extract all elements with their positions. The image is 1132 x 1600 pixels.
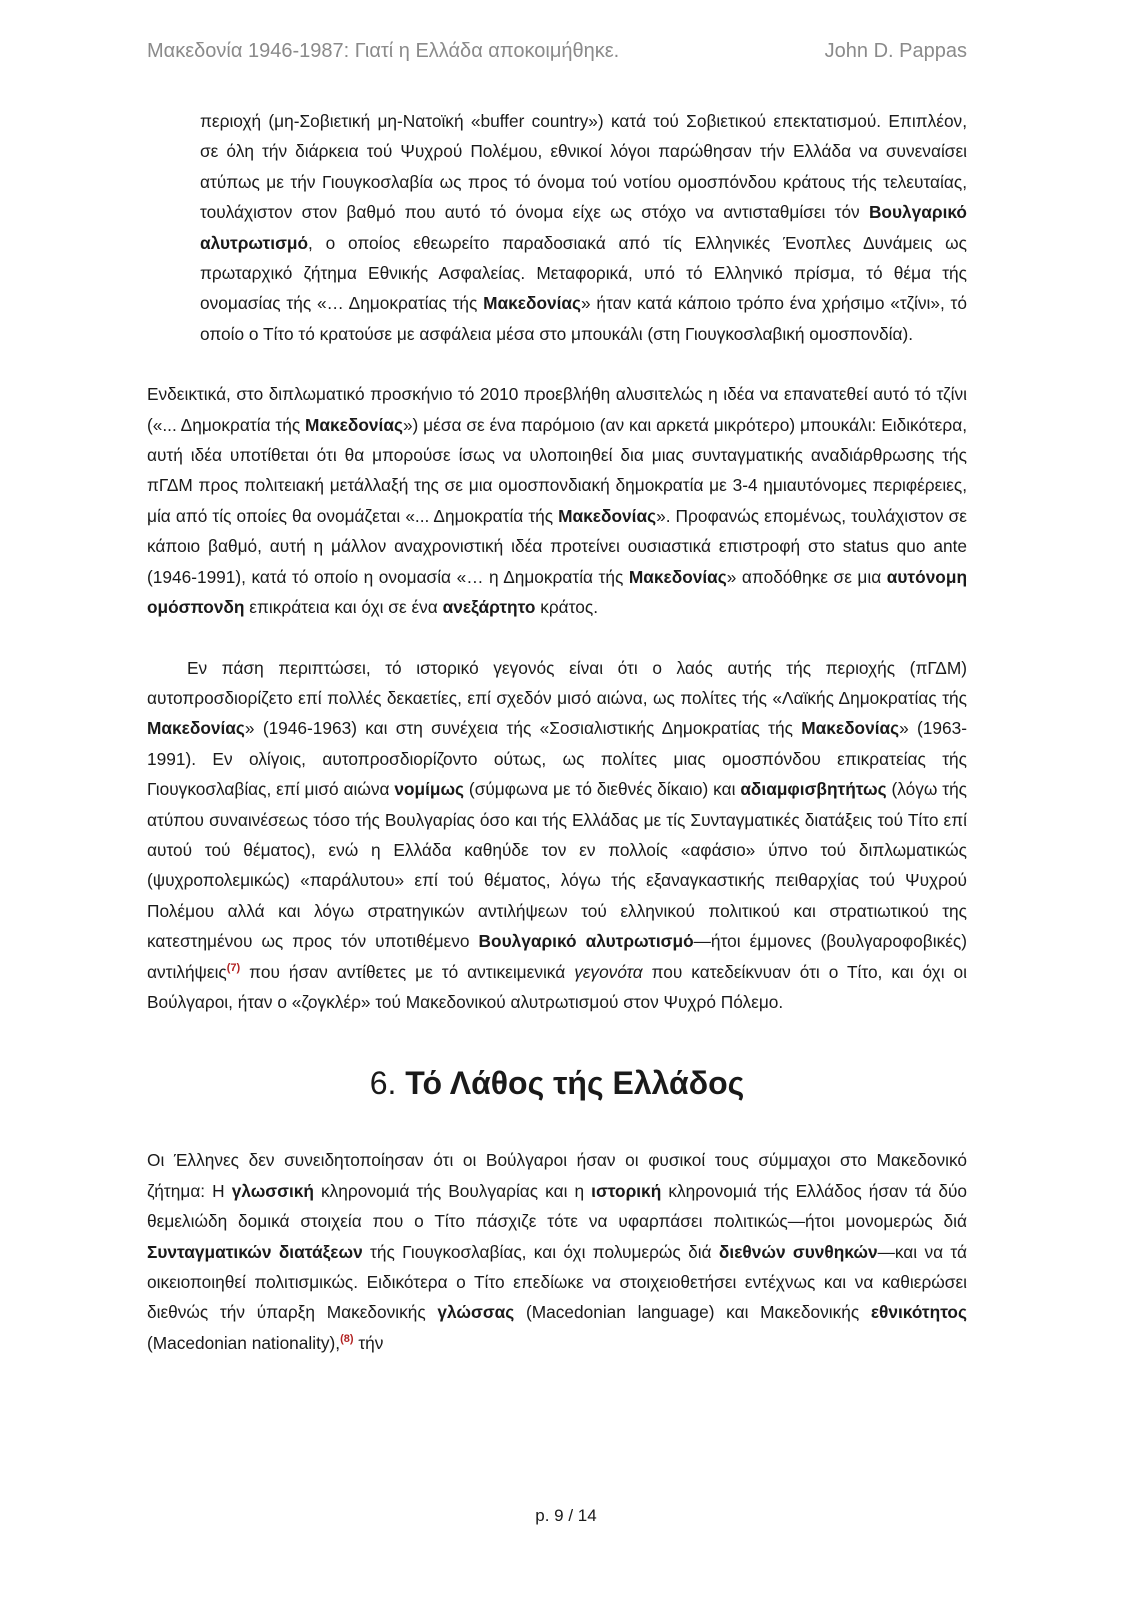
text-span: » αποδόθηκε σε μια — [726, 566, 887, 587]
text-span: » ήταν κατά κάποιο τρόπο ένα χρήσιμο «τζίνι», τό οποίο ο Τίτο τό κρατούσε με ασφάλεια μέσα στο μπουκάλι (στη Γιουγκοσλαβική ομοσπονδία). — [200, 293, 967, 344]
text-span: κληρονομιά τής Ελλάδος ήσαν τά δύο θεμελιώδη δομικά στοιχεία που ο Τίτο πάσχιζε τότε να υφαρπάσει πολιτικώς—ήτοι μονομερώς διά — [147, 1180, 968, 1232]
bold-text: Μακεδονίας — [147, 718, 245, 739]
text-span: κράτος. — [535, 597, 598, 618]
text-span: Οι Έλληνες δεν συνειδητοποίησαν ότι οι Βούλγαροι ήσαν οι φυσικοί τους σύμμαχοι στο Μακεδονικό ζήτημα: Η — [147, 1150, 967, 1201]
footnote-ref-8[interactable]: (8) — [340, 1333, 354, 1346]
text-span: (λόγω τής ατύπου συναινέσεως τόσο τής Βουλγαρίας όσο και τής Ελλάδας με τίς Συνταγματικές διατάξεις τού Τίτο επί αυτού τού θέματος), ενώ η Ελλάδα καθηύδε τον εν πολλοίς «αφάσιο» ύπνο τού διπλωματικώς (ψυχροπολεμικώς) «παράλυτου» επί τού θέματος, λόγω τής εξαναγκαστικής πειθαρχίας τού Ψυχρού Πολέμου αλλά και λόγω στρατηγικών αντιλήψεων τού ελληνικού πολιτικού και στρατιωτικού της κατεστημένου ως προς τόν υποτιθέμενο — [147, 779, 968, 952]
bold-text: γλώσσας — [437, 1302, 515, 1323]
italic-text: γεγονότα — [574, 961, 643, 982]
text-span: ») μέσα σε ένα παρόμοιο (αν και αρκετά μικρότερο) μπουκάλι: Ειδικότερα, αυτή ιδέα υποτίθεται ότι θα μπορούσε ίσως να υλοποιηθεί δια μιας συνταγματικής αναδιάρθρωσης τής πΓΔΜ προς πολιτειακή μετάλλαξή της σε μια ομοσπονδιακή δημοκρατία με 3-4 ημιαυτόνομες περιφέρειες, μία από τίς οποίες θα ονομάζεται «... Δημοκρατία τής — [147, 414, 967, 526]
bold-text: διεθνών συνθηκών — [718, 1241, 878, 1262]
page-number: p. 9 / 14 — [535, 1506, 597, 1525]
paragraph-gap — [147, 349, 967, 379]
paragraph-gap — [147, 623, 967, 653]
bold-text: Μακεδονίας — [483, 293, 582, 314]
text-span: που ήσαν αντίθετες με τό αντικειμενικά — [240, 961, 575, 982]
text-span: επικράτεια και όχι σε ένα — [244, 597, 443, 618]
text-span: κληρονομιά τής Βουλγαρίας και η — [313, 1180, 592, 1201]
bold-text: Βουλγαρικό αλυτρωτισμό — [200, 202, 967, 253]
text-span: » (1963-1991). Εν ολίγοις, αυτοπροσδιορίζοντο ούτως, ως πολίτες μιας ομοσπόνδου επικρατείας τής Γιουγκοσλαβίας, επί μισό αιώνα — [147, 718, 967, 800]
footnote-ref-7[interactable]: (7) — [226, 961, 241, 974]
text-span: (Macedonian nationality), — [147, 1332, 341, 1353]
text-span: —ήτοι έμμονες (βουλγαροφοβικές) αντιλήψεις — [147, 931, 967, 982]
text-span: ». Προφανώς επομένως, τουλάχιστον σε κάποιο βαθμό, αυτή η μάλλον αναχρονιστική ιδέα προτείνει ουσιαστικά επιστροφή στο status quo ante (1946-1991), κατά τό οποίο η ονομασία «… η Δημοκρατία τής — [147, 505, 968, 587]
bold-text: Μακεδονίας — [558, 505, 657, 526]
text-span: (σύμφωνα με τό διεθνές δίκαιο) και — [464, 779, 741, 800]
bold-text: Μακεδονίας — [305, 414, 403, 435]
bold-text: Βουλγαρικό αλυτρωτισμό — [478, 931, 694, 952]
section-number: 6. — [369, 1065, 397, 1102]
text-span: » (1946-1963) και στη συνέχεια τής «Σοσιαλιστικής Δημοκρατίας τής — [244, 718, 802, 739]
text-span: , ο οποίος εθεωρείτο παραδοσιακά από τίς Ελληνικές Ένοπλες Δυνάμεις ως πρωταρχικό ζήτημα Εθνικής Ασφαλείας. Μεταφορικά, υπό τό Ελληνικό πρίσμα, τό θέμα τής ονομασίας τής «… Δημοκρατίας τής — [200, 232, 967, 314]
text-span: περιοχή (μη-Σοβιετική μη-Νατοϊκή «buffer country») κατά τού Σοβιετικού επεκτατισμού. Επιπλέον, σε όλη τήν διάρκεια τού Ψυχρού Πολέμου, εθνικοί λόγοι παρώθησαν τήν Ελλάδα να συνεναίσει ατύπως με τήν Γιουγκοσλαβία ως προς τό όνομα τού νοτίου ομοσπόνδου κράτους τής τελευταίας, τουλάχιστον στον βαθμό που αυτό τό όνομα είχε ως στόχο να αντισταθμίσει τόν — [200, 111, 967, 223]
bold-text: αδιαμφισβητήτως — [740, 779, 887, 800]
paragraph-1 — [200, 106, 967, 349]
header-title: Μακεδονία 1946-1987: Γιατί η Ελλάδα αποκοιμήθηκε. — [147, 40, 620, 62]
bold-text: ανεξάρτητο — [442, 597, 536, 618]
text-span: που κατεδείκνυαν ότι ο Τίτο, και όχι οι Βούλγαροι, ήταν ο «ζογκλέρ» τού Μακεδονικού αλυτρωτισμού στον Ψυχρό Πόλεμο. — [147, 961, 967, 1012]
text-span: Εν πάση περιπτώσει, τό ιστορικό γεγονός είναι ότι ο λαός αυτής τής περιοχής (πΓΔΜ) αυτοπροσδιορίζετο επί πολλές δεκαετίες, επί σχεδόν μισό αιώνα, ως πολίτες τής «Λαϊκής Δημοκρατίας τής — [147, 657, 967, 708]
header-author: John D. Pappas — [824, 40, 967, 62]
bold-text: αυτόνομη ομόσπονδη — [147, 566, 967, 618]
text-span: τήν — [353, 1332, 384, 1353]
section-heading-wrap — [147, 1063, 967, 1103]
bold-text: γλωσσική — [231, 1180, 314, 1201]
text-span: τής Γιουγκοσλαβίας, και όχι πολυμερώς διά — [362, 1241, 719, 1262]
page-content — [147, 106, 967, 1358]
page-header — [147, 40, 967, 70]
paragraph-2 — [147, 379, 967, 622]
bold-text: νομίμως — [394, 779, 465, 800]
paragraph-4 — [147, 1145, 967, 1358]
bold-text: Μακεδονίας — [801, 718, 900, 739]
section-heading — [147, 1063, 967, 1103]
text-span: Ενδεικτικά, στο διπλωματικό προσκήνιο τό 2010 προεβλήθη αλυσιτελώς η ιδέα να επανατεθεί αυτό τό τζίνι («... Δημοκρατία τής — [147, 384, 967, 435]
text-span: —και να τά οικειοποιηθεί πολιτισμικώς. Ειδικότερα ο Τίτο επεδίωκε να στοιχειοθετήσει εντέχνως και να καθιερώσει διεθνώς τήν ύπαρξη Μακεδονικής — [147, 1241, 967, 1323]
bold-text: ιστορική — [591, 1180, 662, 1201]
bold-text: Συνταγματικών διατάξεων — [147, 1241, 363, 1262]
text-span: (Macedonian language) και Μακεδονικής — [514, 1302, 871, 1323]
paragraph-3 — [147, 653, 967, 1018]
bold-text: Μακεδονίας — [628, 566, 727, 587]
bold-text: εθνικότητος — [870, 1302, 967, 1323]
section-title: Τό Λάθος τής Ελλάδος — [405, 1065, 745, 1102]
